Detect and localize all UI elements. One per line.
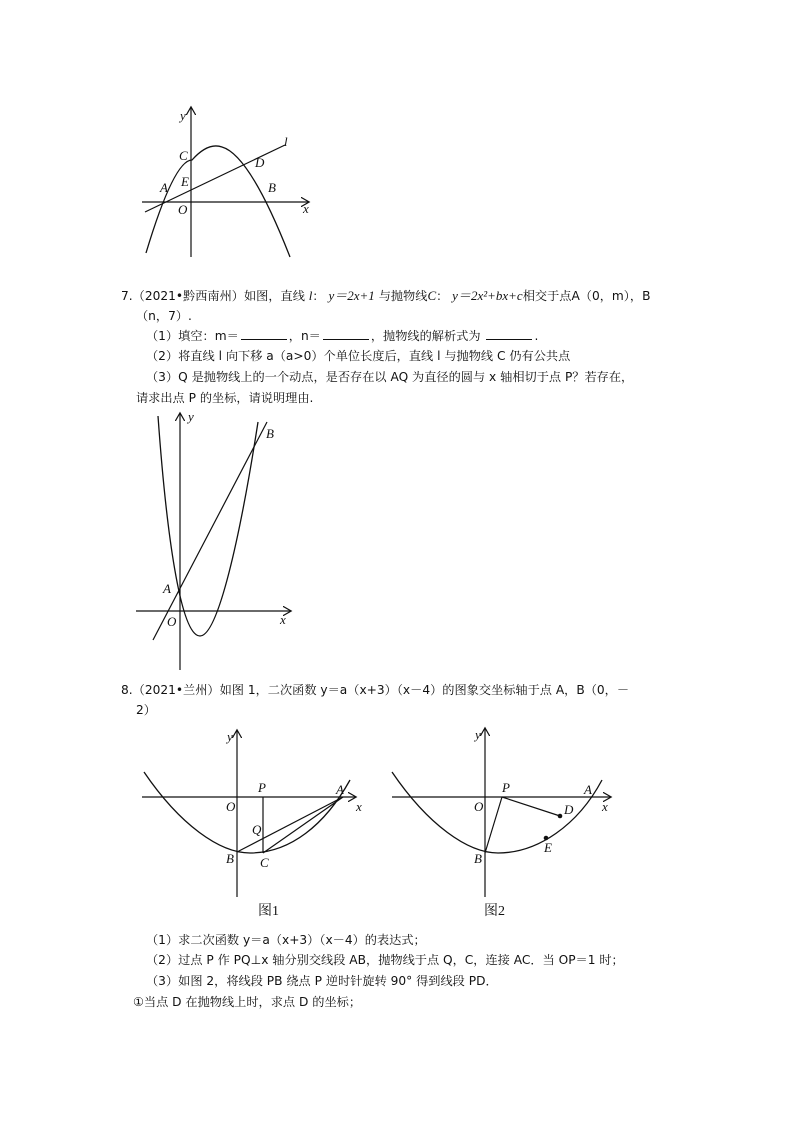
- label-P: P: [502, 780, 510, 795]
- q7-part3b-text: 请求出点 P 的坐标，请说明理由.: [136, 391, 314, 405]
- q7-eq-line: y＝2x+1: [328, 288, 375, 303]
- label-D: D: [255, 155, 265, 170]
- label-y: y: [227, 729, 233, 744]
- figure-q8-2-svg: [388, 725, 618, 925]
- q7-line1-b: ：: [312, 289, 325, 303]
- figure-q8-1-svg: [140, 725, 370, 925]
- label-E: E: [181, 174, 189, 189]
- label-x: x: [602, 799, 608, 814]
- q7-line1-d: ：: [436, 289, 449, 303]
- q8-part2: [146, 951, 624, 969]
- q8-part3: [146, 972, 498, 990]
- blank-n: [323, 327, 369, 340]
- q7-line1: [121, 287, 650, 305]
- q7-source: （2021•黔西南州）: [132, 289, 244, 303]
- line-AB: [153, 422, 267, 640]
- label-B: B: [268, 180, 276, 195]
- label-O: O: [474, 799, 484, 814]
- label-x: x: [356, 799, 362, 814]
- q8-sub1-text: ①当点 D 在抛物线上时，求点 D 的坐标；: [133, 995, 362, 1009]
- label-Q: Q: [252, 822, 262, 837]
- q7-C: C: [427, 288, 437, 303]
- figure-q7: [130, 408, 300, 673]
- blank-expression: [486, 327, 532, 340]
- q8-line2-text: 2）: [136, 703, 156, 717]
- label-C: C: [260, 855, 269, 870]
- q7-part1-a: （1）填空：m＝: [146, 329, 239, 343]
- label-D: D: [564, 802, 574, 817]
- q7-number: 7.: [121, 289, 133, 303]
- q7-line2-text: （n，7）.: [136, 309, 192, 323]
- q8-line2: [136, 701, 156, 719]
- q7-part1: [146, 327, 538, 345]
- q7-part3: [146, 368, 633, 386]
- blank-m: [241, 327, 287, 340]
- figure-q8-2: [388, 725, 618, 925]
- figure-q7-svg: [130, 408, 300, 673]
- label-E: E: [544, 840, 552, 855]
- q7-part2: [146, 347, 570, 365]
- segment-AC: [263, 797, 343, 853]
- label-A: A: [163, 581, 171, 596]
- parabola: [144, 772, 350, 853]
- label-B: B: [226, 851, 234, 866]
- q7-line2: [136, 307, 192, 325]
- point-D: [558, 814, 563, 819]
- caption-fig1: 图1: [258, 904, 279, 919]
- q7-part1-d: .: [534, 329, 539, 343]
- q8-line1-text: （2021•兰州）如图 1，二次函数 y＝a（x+3）（x－4）的图象交坐标轴于点 A，B（0，－: [132, 683, 630, 697]
- q8-line1: [121, 681, 629, 699]
- q8-sub1: [133, 993, 361, 1011]
- q7-pointA: A（0，m），B: [571, 289, 651, 303]
- q7-l: l: [308, 288, 313, 303]
- label-P: P: [258, 780, 266, 795]
- label-C: C: [179, 148, 188, 163]
- label-B: B: [266, 426, 274, 441]
- q8-part3-text: （3）如图 2，将线段 PB 绕点 P 逆时针旋转 90° 得到线段 PD．: [146, 974, 498, 988]
- label-y: y: [188, 409, 194, 424]
- label-x: x: [280, 612, 286, 627]
- q7-part1-b: ，n＝: [288, 329, 321, 343]
- q7-eq-parab: y＝2x²+bx+c: [452, 288, 523, 303]
- q8-number: 8.: [121, 683, 133, 697]
- q8-part1: [146, 931, 426, 949]
- label-x: x: [303, 201, 309, 216]
- q8-part2-text: （2）过点 P 作 PQ⊥x 轴分别交线段 AB，抛物线于点 Q，C，连接 AC．当 OP＝1 时；: [146, 953, 624, 967]
- figure-q6-svg: [130, 100, 320, 260]
- label-y: y: [475, 727, 481, 742]
- q7-part2-text: （2）将直线 l 向下移 a（a>0）个单位长度后，直线 l 与抛物线 C 仍有公共点: [146, 349, 571, 363]
- label-y: y: [180, 108, 186, 123]
- label-B: B: [474, 851, 482, 866]
- q7-line1-a: 如图，直线: [243, 289, 305, 303]
- label-O: O: [226, 799, 236, 814]
- label-A: A: [584, 782, 592, 797]
- label-O: O: [178, 202, 188, 217]
- q7-part1-c: ，抛物线的解析式为: [370, 329, 481, 343]
- segment-PB: [485, 797, 502, 853]
- q7-part3b: [136, 389, 313, 407]
- q7-line1-e: 相交于点: [522, 289, 572, 303]
- segment-PD: [502, 797, 560, 816]
- label-A: A: [160, 180, 168, 195]
- q8-part1-text: （1）求二次函数 y＝a（x+3）（x－4）的表达式；: [146, 933, 426, 947]
- label-A: A: [336, 782, 344, 797]
- figure-q6: [130, 100, 320, 260]
- label-O: O: [167, 614, 177, 629]
- caption-fig2: 图2: [484, 904, 505, 919]
- figure-q8-1: [140, 725, 370, 925]
- label-l: l: [284, 134, 288, 149]
- q7-part3-text: （3）Q 是抛物线上的一个动点，是否存在以 AQ 为直径的圆与 x 轴相切于点 P？若存在，: [146, 370, 634, 384]
- q7-line1-c: 与抛物线: [378, 289, 428, 303]
